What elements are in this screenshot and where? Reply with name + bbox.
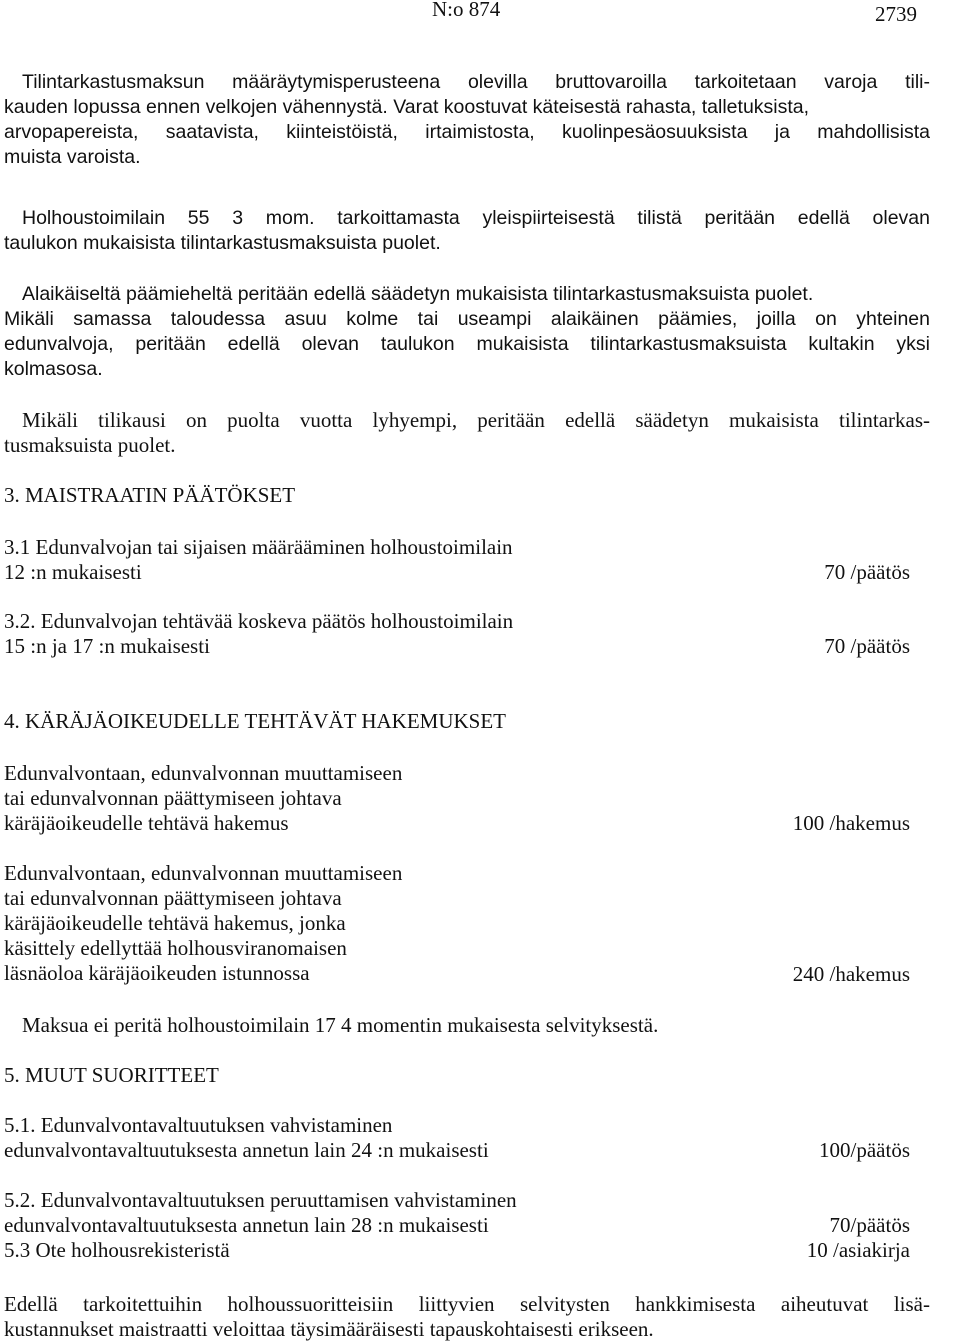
section-4-note: Maksua ei peritä holhoustoimilain 17 4 momentin mukaisesta selvityksestä. — [22, 1013, 659, 1037]
fee-item-line: 15 :n ja 17 :n mukaisesti — [4, 634, 210, 658]
fee-item-line: edunvalvontavaltuutuksesta annetun lain 28 :n mukaisesti — [4, 1213, 489, 1237]
text-line: tusmaksuista puolet. — [4, 433, 176, 457]
fee-price: 100 /hakemus — [792, 811, 910, 835]
text-line: Edellä tarkoitettuihin holhoussuoritteisiin liittyvien selvitysten hankkimisesta aiheutuvat lisä- — [4, 1292, 930, 1316]
text-line: kauden lopussa ennen velkojen vähennystä. Varat koostuvat käteisestä rahasta, talletuksista, — [4, 96, 810, 118]
page-number: 2739 — [875, 2, 917, 26]
text-line: Holhoustoimilain 55 3 mom. tarkoittamasta yleispiirteisestä tilistä peritään edellä olevan — [22, 207, 930, 229]
fee-item-line: 5.2. Edunvalvontavaltuutuksen peruuttamisen vahvistaminen — [4, 1188, 517, 1212]
fee-item-line: läsnäoloa käräjäoikeuden istunnossa — [4, 961, 310, 985]
fee-price: 100/päätös — [819, 1138, 910, 1162]
section-heading-3: 3. MAISTRAATIN PÄÄTÖKSET — [4, 483, 296, 507]
text-line: kustannukset maistraatti veloittaa täysimääräisesti tapauskohtaisesti erikseen. — [4, 1317, 654, 1341]
paragraph-bruttovarat — [4, 70, 930, 170]
fee-item-5-1 — [4, 1113, 489, 1163]
section-heading-4: 4. KÄRÄJÄOIKEUDELLE TEHTÄVÄT HAKEMUKSET — [4, 709, 507, 733]
fee-item-4-2 — [4, 861, 402, 986]
fee-price: 10 /asiakirja — [806, 1238, 910, 1262]
fee-item-line: 5.3 Ote holhousrekisteristä — [4, 1238, 230, 1262]
fee-item-line: edunvalvontavaltuutuksesta annetun lain 24 :n mukaisesti — [4, 1138, 489, 1162]
paragraph-lyhyt-tilikausi — [4, 408, 930, 458]
paragraph-yleispiirteinen-tili — [4, 206, 930, 256]
fee-price: 240 /hakemus — [792, 962, 910, 986]
fee-item-4-1 — [4, 761, 402, 836]
fee-item-5-3 — [4, 1238, 230, 1263]
text-line: kolmasosa. — [4, 358, 103, 380]
text-line: Mikäli tilikausi on puolta vuotta lyhyempi, peritään edellä säädetyn mukaisista tilintarkas- — [22, 408, 930, 432]
text-line: taulukon mukaisista tilintarkastusmaksuista puolet. — [4, 232, 441, 254]
fee-item-line: 3.1 Edunvalvojan tai sijaisen määrääminen holhoustoimilain — [4, 535, 513, 559]
fee-item-5-2 — [4, 1188, 517, 1238]
text-line: Alaikäiseltä päämieheltä peritään edellä säädetyn mukaisista tilintarkastusmaksuista puolet. — [22, 283, 814, 305]
section-heading-5: 5. MUUT SUORITTEET — [4, 1063, 219, 1087]
fee-item-line: 12 :n mukaisesti — [4, 560, 142, 584]
text-line: Mikäli samassa taloudessa asuu kolme tai useampi alaikäinen päämies, joilla on yhteinen — [4, 308, 930, 330]
paragraph-alaikainen — [4, 282, 930, 382]
fee-item-line: käsittely edellyttää holhousviranomaisen — [4, 936, 347, 960]
paragraph-lisakustannukset — [4, 1292, 930, 1342]
fee-item-3-2 — [4, 609, 513, 659]
document-number: N:o 874 — [432, 0, 501, 21]
text-line: Tilintarkastusmaksun määräytymisperusteena olevilla bruttovaroilla tarkoitetaan varoja tili- — [22, 71, 930, 93]
fee-item-line: 3.2. Edunvalvojan tehtävää koskeva päätös holhoustoimilain — [4, 609, 514, 633]
fee-item-line: tai edunvalvonnan päättymiseen johtava — [4, 886, 342, 910]
text-line: edunvalvoja, peritään edellä olevan taulukon mukaisista tilintarkastusmaksuista kultakin yksi — [4, 333, 930, 355]
fee-item-line: käräjäoikeudelle tehtävä hakemus — [4, 811, 289, 835]
text-line: arvopapereista, saatavista, kiinteistöistä, irtaimistosta, kuolinpesäosuuksista ja mahdollisista — [4, 121, 930, 143]
fee-item-line: Edunvalvontaan, edunvalvonnan muuttamiseen — [4, 761, 403, 785]
fee-price: 70 /päätös — [824, 560, 910, 584]
fee-item-3-1 — [4, 535, 513, 585]
fee-item-line: tai edunvalvonnan päättymiseen johtava — [4, 786, 342, 810]
fee-price: 70/päätös — [829, 1213, 910, 1237]
fee-item-line: 5.1. Edunvalvontavaltuutuksen vahvistaminen — [4, 1113, 393, 1137]
fee-item-line: Edunvalvontaan, edunvalvonnan muuttamiseen — [4, 861, 403, 885]
text-line: muista varoista. — [4, 146, 141, 168]
fee-price: 70 /päätös — [824, 634, 910, 658]
fee-item-line: käräjäoikeudelle tehtävä hakemus, jonka — [4, 911, 346, 935]
